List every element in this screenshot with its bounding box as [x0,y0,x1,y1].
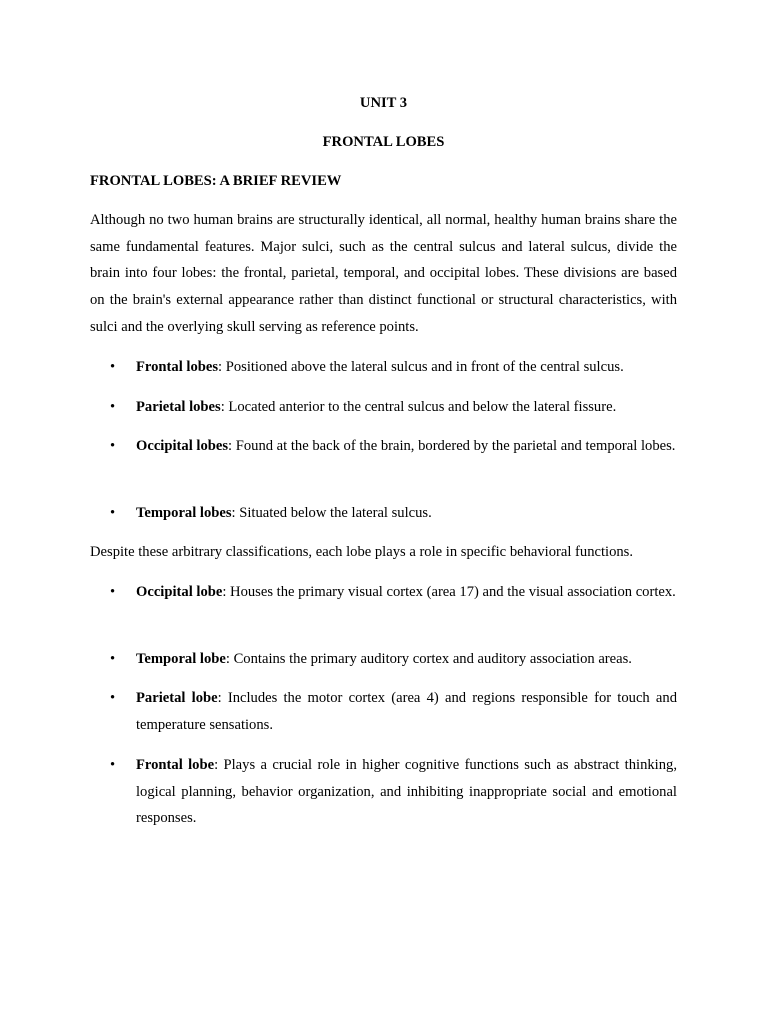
list-item-term: Temporal lobe [136,651,226,667]
bullet-icon: • [110,359,116,375]
page-title: FRONTAL LOBES [322,134,445,150]
list-item-term: Frontal lobe [136,757,215,773]
section-heading: FRONTAL LOBES: A BRIEF REVIEW [90,173,342,189]
list-item-term: Temporal lobes [136,505,232,521]
list-item-text: : Positioned above the lateral sulcus and in front of the central sulcus. [218,359,624,375]
list-item-term: Occipital lobe [136,584,223,600]
bullet-icon: • [110,651,116,667]
list-item-term: Parietal lobes [136,399,221,415]
list-item-text: : Includes the motor cortex (area 4) and regions responsible for touch and temperature sensations. [136,690,678,733]
list-item-term: Frontal lobes [136,359,219,375]
bullet-icon: • [110,438,116,454]
bullet-icon: • [110,757,116,773]
bullet-icon: • [110,584,116,600]
intro-paragraph: Although no two human brains are structurally identical, all normal, healthy human brains share the same fundamental features. Major sulci, such as the central sulcus and lateral sulcus, divide the brain into four lobes: the frontal, parietal, temporal, and occipital lobes. These divisions are based on the brain's external appearance rather than distinct functional or structural characteristics, with sulci and the overlying skull serving as reference points. [90,212,677,335]
transition-paragraph: Despite these arbitrary classifications, each lobe plays a role in specific behavioral functions. [90,544,634,560]
list-item-text: : Houses the primary visual cortex (area 17) and the visual association cortex. [222,584,676,600]
list-item-text: : Located anterior to the central sulcus and below the lateral fissure. [220,399,617,415]
list-item-text: : Situated below the lateral sulcus. [231,505,432,521]
bullet-icon: • [110,505,116,521]
bullet-icon: • [110,690,116,706]
list-item-text: : Plays a crucial role in higher cognitive functions such as abstract thinking, logical planning, behavior organization, and inhibiting inappropriate social and emotional responses. [136,757,677,827]
unit-label: UNIT 3 [359,95,408,111]
list-item-text: : Contains the primary auditory cortex and auditory association areas. [225,651,632,667]
list-item-text: : Found at the back of the brain, bordered by the parietal and temporal lobes. [228,438,676,454]
list-item-term: Occipital lobes [136,438,229,454]
list-item-term: Parietal lobe [136,690,218,706]
bullet-icon: • [110,399,116,415]
